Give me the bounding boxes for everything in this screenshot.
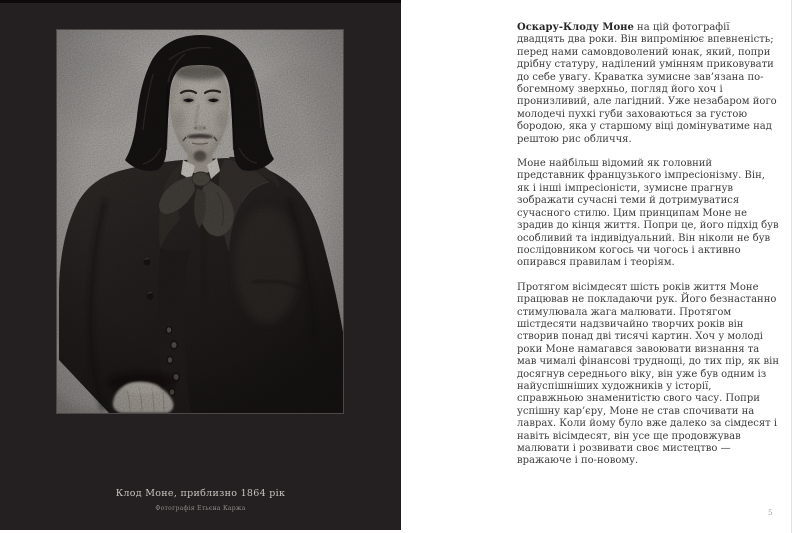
- top-edge-strip: [0, 0, 401, 3]
- right-page: [401, 0, 796, 533]
- film-grain: [57, 30, 343, 413]
- photo-caption: [0, 488, 401, 513]
- photo-caption-credit: Фотографія Етьєна Каржа: [155, 505, 246, 512]
- page-right-edge: [791, 0, 792, 533]
- body-text: [517, 22, 779, 480]
- photo-caption-title: Клод Моне, приблизно 1864 рік: [115, 488, 286, 499]
- portrait-illustration: [57, 30, 343, 413]
- monet-portrait-photo: [57, 30, 343, 413]
- paragraph-career: Протягом вісімдесят шість років життя Моне працював не покладаючи рук. Його безнастанно стимулювала жага малювати. Протягом шістдесяти надзвичайно творчих років він створив понад дві тисячі картин. Хоч у молоді роки Моне намагався завоювати визнання та мав чималі фінансові труднощі, до тих пір, як він досягнув середнього віку, він уже був одним із найуспішніших художників у історії, справжньою знаменитістю свого часу. Попри успішну кар’єру, Моне не став спочивати на лаврах. Коли йому було вже далеко за сімдесят і навіть вісімдесят, він усе ще продовжував малювати і розвивати своє мистецтво — вражаюче і по-новому.: [517, 281, 779, 467]
- paragraph-intro: [517, 22, 779, 146]
- paragraph-impressionism: Моне найбільш відомий як головний представник французького імпресіонізму. Він, як і інші імпресіоністи, зумисне прагнув зображати сучасні теми й дотримуватися сучасного стилю. Цим принципам Моне не зрадив до кінця життя. Попри це, його підхід був особливий та індивідуальний. Він ніколи не був послідовником когось чи чогось і активно опирався правилам і теоріям.: [517, 158, 779, 269]
- paragraph-intro-text: на цій фотографії двадцять два роки. Він випромінює впевненість; перед нами самовдоволений юнак, який, попри дрібну статуру, наділений умінням приковувати до себе увагу. Краватка зумисне зав’язана по-богемному зверхньо, погляд його хоч і пронизливий, але лагідний. Уже незабаром його молодечі пухкі губи заховаються за густою бородою, яка у старшому віці домінуватиме над рештою рис обличчя.: [517, 22, 777, 145]
- lead-in-name: Оскару-Клоду Моне: [517, 22, 634, 33]
- page-number: 5: [768, 508, 773, 517]
